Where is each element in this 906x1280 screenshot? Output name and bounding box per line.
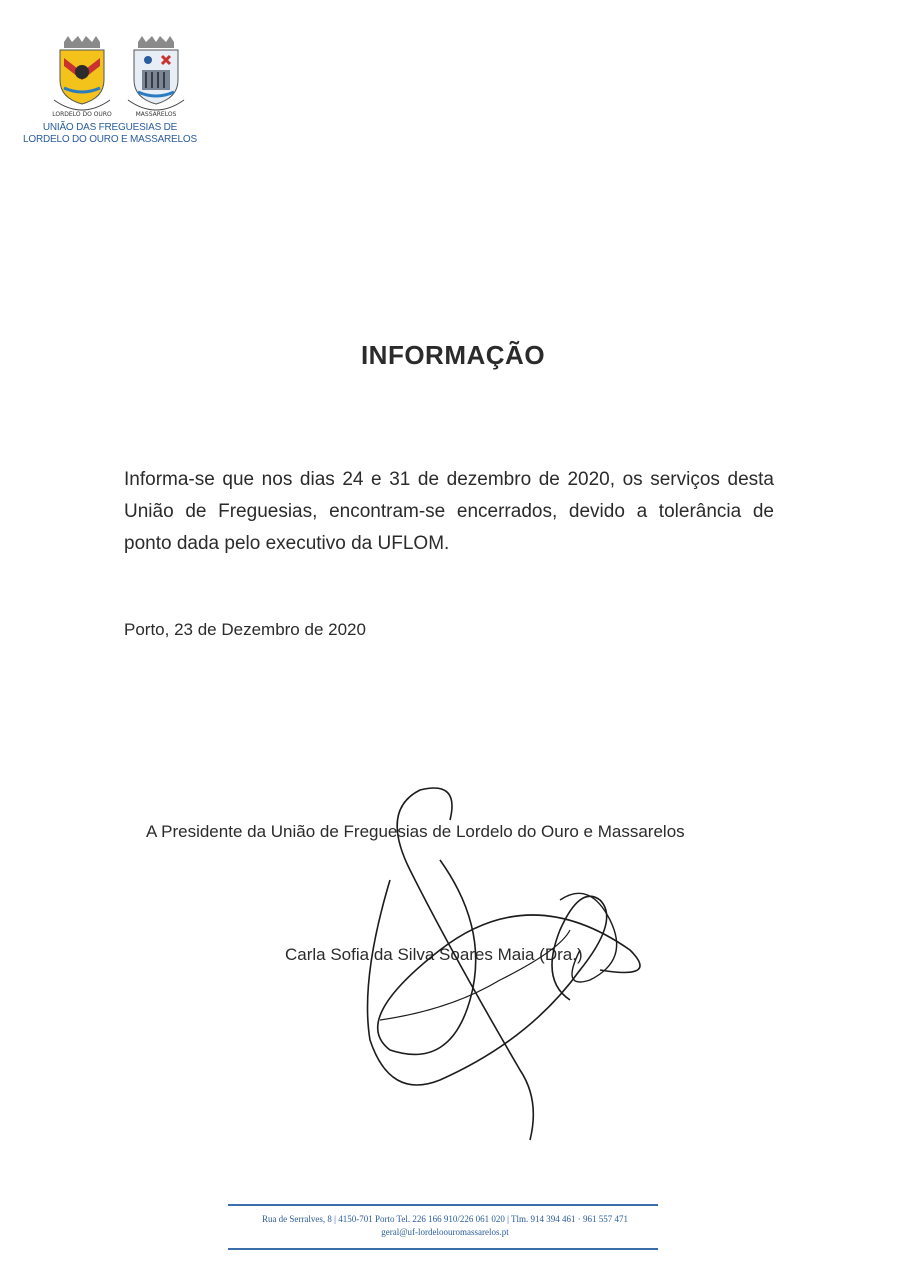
org-name-line1: UNIÃO DAS FREGUESIAS DE bbox=[42, 122, 178, 133]
notice-body: Informa-se que nos dias 24 e 31 de dezembro de 2020, os serviços desta União de Freguesias, encontram-se encerrados, devido a tolerância de ponto dada pelo executivo da UFLOM. bbox=[124, 469, 774, 554]
handwritten-signature-icon bbox=[330, 780, 660, 1160]
footer-contact bbox=[200, 1213, 690, 1239]
footer-address: Rua de Serralves, 8 | 4150-701 Porto Tel. 226 166 910/226 061 020 | Tlm. 914 394 461 · 961 557 471 bbox=[261, 1214, 629, 1224]
footer-divider-top bbox=[228, 1204, 658, 1206]
svg-text:LORDELO DO OURO: LORDELO DO OURO bbox=[52, 111, 112, 118]
crests bbox=[50, 36, 190, 122]
footer-email[interactable]: geral@uf-lordeloouromassarelos.pt bbox=[381, 1227, 509, 1237]
massarelos-crest-icon bbox=[124, 36, 188, 122]
signatory-name: Carla Sofia da Silva Soares Maia (Dra.) bbox=[285, 945, 583, 964]
organization-name bbox=[18, 122, 202, 146]
president-line: A Presidente da União de Freguesias de Lordelo do Ouro e Massarelos bbox=[146, 822, 685, 841]
date-line: Porto, 23 de Dezembro de 2020 bbox=[124, 620, 366, 639]
page-title: INFORMAÇÃO bbox=[360, 340, 546, 370]
svg-text:MASSARELOS: MASSARELOS bbox=[135, 111, 177, 118]
lordelo-crest-icon bbox=[50, 36, 114, 122]
footer-divider-bottom bbox=[228, 1248, 658, 1250]
org-name-line2: LORDELO DO OURO E MASSARELOS bbox=[23, 134, 197, 145]
